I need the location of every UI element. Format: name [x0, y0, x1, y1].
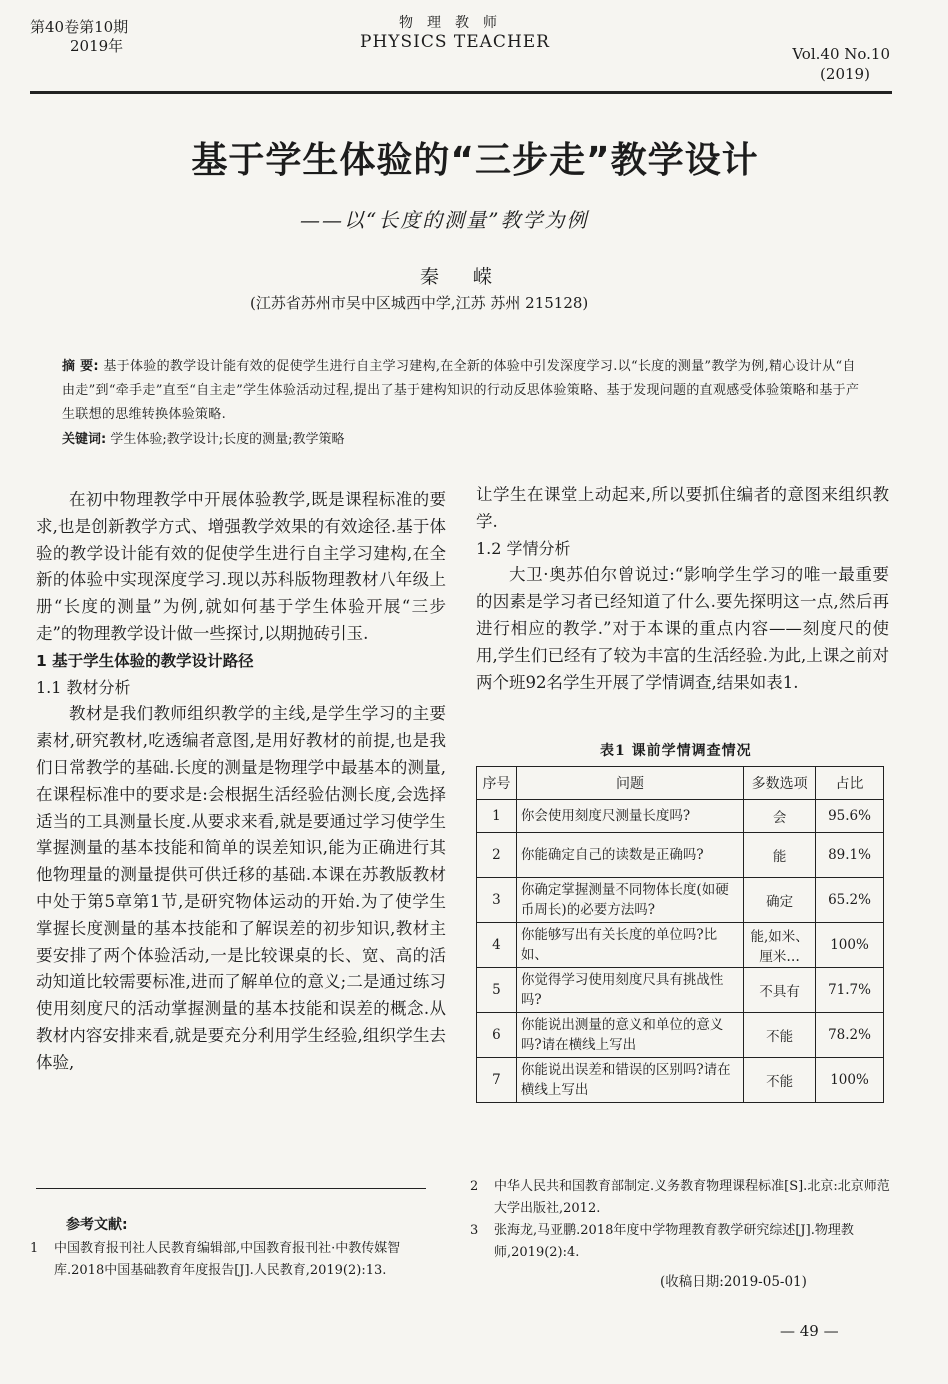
reference-item: [30, 1238, 450, 1282]
affiliation: (江苏省苏州市吴中区城西中学,江苏 苏州 215128): [250, 294, 589, 312]
abstract: [62, 355, 862, 427]
row-question: 你能够写出有关长度的单位吗?比如、: [516, 923, 743, 968]
row-percent: 71.7%: [816, 968, 884, 1013]
row-no: 2: [477, 833, 517, 878]
row-option: 确定: [744, 878, 816, 923]
references-divider: [36, 1188, 426, 1189]
table-row: [477, 833, 884, 878]
row-percent: 78.2%: [816, 1013, 884, 1058]
table-row: [477, 800, 884, 833]
author: 秦 嵘: [420, 266, 507, 288]
textbook-analysis-paragraph: 教材是我们教师组织教学的主线,是学生学习的主要素材,研究教材,吃透编者意图,是用好教材的前提,也是我们日常教学的基础.长度的测量是物理学中最基本的测量,在课程标准中的要求是:会根据生活经验估测长度,会选择适当的工具测量长度.从要求来看,就是要通过学习使学生掌握测量的基本技能和简单的误差知识,能为正确进行其他物理量的测量提供可供迁移的基础.本课在苏教版教材中处于第5章第1节,是研究物体运动的开始.为了使学生掌握长度测量的基本技能和了解误差的初步知识,教材主要安排了两个体验活动,一是比较课桌的长、宽、高的活动知道比较需要标准,进而了解单位的意义;二是通过练习使用刻度尺的活动掌握测量的基本技能和误差的概念.从教材内容安排来看,就是要充分利用学生经验,组织学生去体验,: [36, 704, 446, 1072]
row-question: 你能说出误差和错误的区别吗?请在横线上写出: [516, 1058, 743, 1103]
keywords-label: 关键词:: [62, 432, 107, 447]
student-analysis-paragraph: 大卫·奥苏伯尔曾说过:“影响学生学习的唯一最重要的因素是学习者已经知道了什么.要先探明这一点,然后再进行相应的教学.”对于本课的重点内容——刻度尺的使用,学生们已经有了较为丰富的生活经验.为此,上课之前对两个班92名学生开展了学情调查,结果如表1.: [476, 565, 889, 692]
table-row: [477, 1058, 884, 1103]
row-no: 4: [477, 923, 517, 968]
journal-name-en: PHYSICS TEACHER: [360, 32, 550, 52]
row-question: 你能确定自己的读数是正确吗?: [516, 833, 743, 878]
reference-text: 张海龙,马亚鹏.2018年度中学物理教育教学研究综述[J].物理教师,2019(2):4.: [494, 1223, 854, 1260]
volume-issue-en: Vol.40 No.10: [792, 45, 890, 63]
reference-item: [470, 1176, 890, 1220]
article-subtitle: ——以“长度的测量”教学为例: [300, 208, 589, 232]
journal-issue-right: [760, 44, 890, 84]
article-title: 基于学生体验的“三步走”教学设计: [191, 140, 759, 181]
header-no: 序号: [477, 767, 517, 800]
table-row: [477, 878, 884, 923]
row-option: 不能: [744, 1013, 816, 1058]
reference-number: 1: [30, 1241, 39, 1256]
row-question: 你能说出测量的意义和单位的意义吗?请在横线上写出: [516, 1013, 743, 1058]
journal-name: [330, 14, 580, 52]
header-rule: [30, 91, 892, 94]
table-caption: 表1 课前学情调查情况: [600, 743, 752, 759]
references-title: 参考文献:: [66, 1217, 128, 1233]
survey-table: [476, 766, 884, 1103]
header-option: 多数选项: [744, 767, 816, 800]
references-left: [30, 1238, 450, 1282]
section-heading-1: 1 基于学生体验的教学设计路径: [36, 651, 254, 670]
continued-paragraph: 让学生在课堂上动起来,所以要抓住编者的意图来组织教学.: [476, 485, 889, 531]
table-row: [477, 968, 884, 1013]
table-row: [477, 1013, 884, 1058]
subsection-heading-1-2: 1.2 学情分析: [476, 538, 571, 558]
reference-text: 中国教育报刊社人民教育编辑部,中国教育报刊社·中教传媒智库.2018中国基础教育年度报告[J].人民教育,2019(2):13.: [54, 1241, 401, 1278]
abstract-label: 摘 要:: [62, 359, 99, 374]
row-percent: 95.6%: [816, 800, 884, 833]
subsection-heading-1-1: 1.1 教材分析: [36, 677, 131, 697]
reference-number: 3: [470, 1223, 479, 1238]
page-number: — 49 —: [780, 1322, 839, 1340]
row-option: 不具有: [744, 968, 816, 1013]
reference-number: 2: [470, 1179, 479, 1194]
table-header-row: [477, 767, 884, 800]
row-percent: 89.1%: [816, 833, 884, 878]
row-question: 你觉得学习使用刻度尺具有挑战性吗?: [516, 968, 743, 1013]
header-percent: 占比: [816, 767, 884, 800]
row-question: 你会使用刻度尺测量长度吗?: [516, 800, 743, 833]
row-no: 3: [477, 878, 517, 923]
reference-item: [470, 1220, 890, 1264]
row-percent: 100%: [816, 923, 884, 968]
row-no: 7: [477, 1058, 517, 1103]
received-date: (收稿日期:2019-05-01): [660, 1274, 807, 1290]
header-question: 问题: [516, 767, 743, 800]
references-right: [470, 1176, 890, 1264]
left-column: [36, 487, 446, 1077]
year: 2019年: [70, 37, 124, 55]
row-option: 能,如米、厘米…: [744, 923, 816, 968]
intro-paragraph: 在初中物理教学中开展体验教学,既是课程标准的要求,也是创新教学方式、增强教学效果的有效途径.基于体验的教学设计能有效的促使学生进行自主学习建构,在全新的体验中实现深度学习.现以苏科版物理教材八年级上册“长度的测量”为例,就如何基于学生体验开展“三步走”的物理教学设计做一些探讨,以期抛砖引玉.: [36, 490, 446, 643]
row-percent: 100%: [816, 1058, 884, 1103]
row-no: 6: [477, 1013, 517, 1058]
table-row: [477, 923, 884, 968]
row-percent: 65.2%: [816, 878, 884, 923]
abstract-text: 基于体验的教学设计能有效的促使学生进行自主学习建构,在全新的体验中引发深度学习.以“长度的测量”教学为例,精心设计从“自由走”到“牵手走”直至“自主走”学生体验活动过程,提出了基于建构知识的行动反思体验策略、基于发现问题的直观感受体验策略和基于产生联想的思维转换体验策略.: [62, 359, 860, 422]
row-option: 会: [744, 800, 816, 833]
volume-issue: 第40卷第10期: [30, 18, 129, 36]
row-option: 不能: [744, 1058, 816, 1103]
row-question: 你确定掌握测量不同物体长度(如硬币周长)的必要方法吗?: [516, 878, 743, 923]
keywords-text: 学生体验;教学设计;长度的测量;教学策略: [110, 432, 345, 447]
journal-issue-left: [30, 18, 128, 56]
reference-text: 中华人民共和国教育部制定.义务教育物理课程标准[S].北京:北京师范大学出版社,2012.: [494, 1179, 890, 1216]
journal-name-cn: 物理教师: [399, 15, 511, 31]
row-no: 5: [477, 968, 517, 1013]
right-column: [476, 482, 889, 696]
row-no: 1: [477, 800, 517, 833]
keywords: [62, 430, 862, 450]
row-option: 能: [744, 833, 816, 878]
year-en: (2019): [820, 65, 870, 83]
